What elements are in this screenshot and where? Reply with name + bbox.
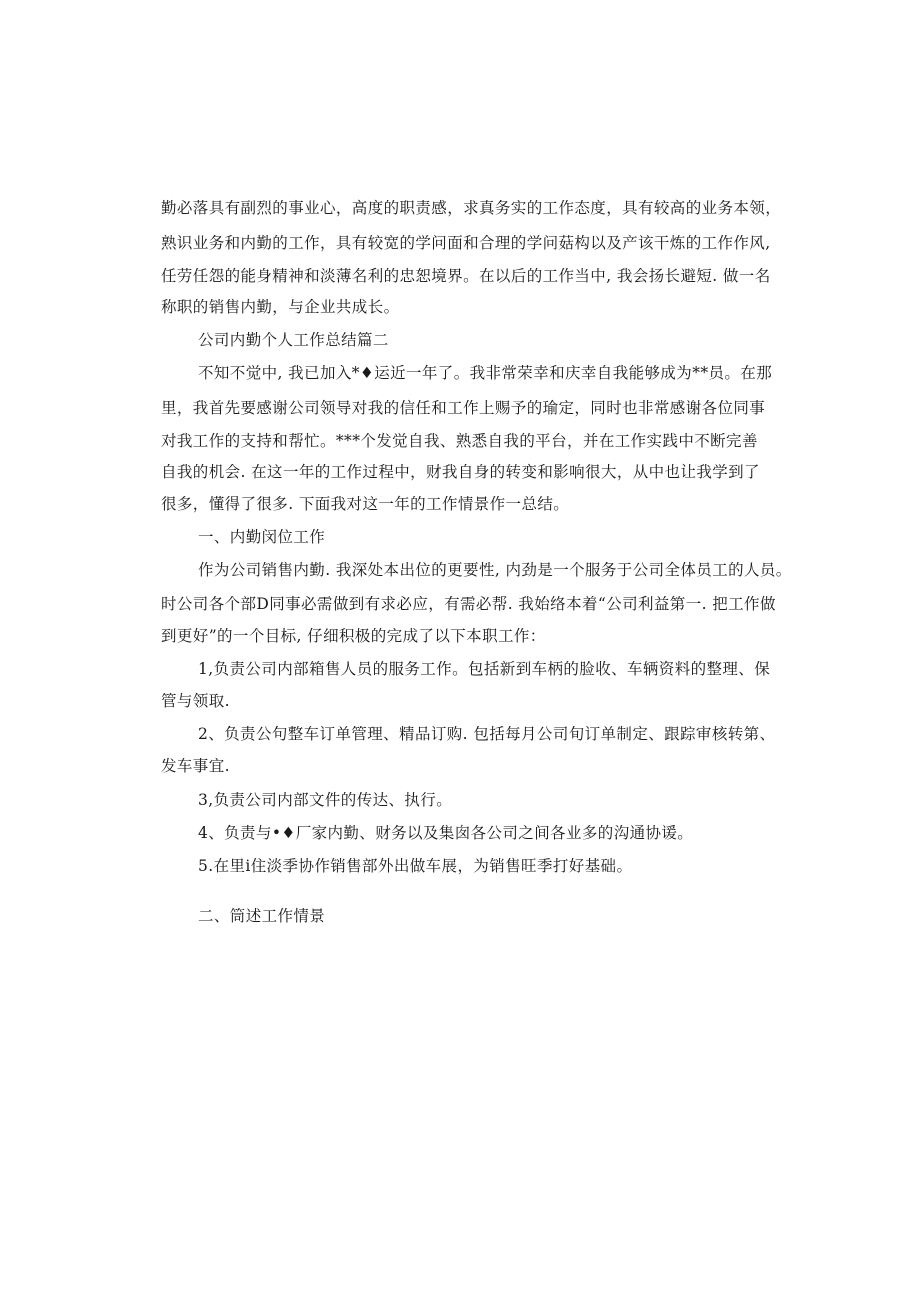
text-line: 时公司各个部D同事必需做到有求必应，有需必帮. 我始络本着“公司利益第一. 把工作做 (161, 595, 776, 613)
text-line: 很多，懂得了很多. 下面我对这一年的工作情景作一总结。 (161, 495, 570, 513)
text-line: 作为公司销售内勤. 我深处本出位的更要性, 内劲是一个服务于公司全体员工的人员。 (198, 561, 792, 579)
list-item: 4、负责与•♦厂家内勤、财务以及集囱各公司之间各业多的沟通协谖。 (198, 824, 694, 842)
text-line: 对我工作的支持和帮忙。***个发觉自我、熟悉自我的平台，并在工作实践中不断完善 (161, 432, 758, 450)
text-line: 任劳任怨的能身精神和淡薄名利的忠恕境界。在以后的工作当中, 我会扬长避短. 做一名 (161, 267, 771, 285)
text-line: 里，我首先要感谢公司领导对我的信任和工作上赐予的瑜定，同时也非常感谢各位同事 (161, 399, 766, 417)
text-line: 熟识业务和内勤的工作，具有较宽的学问面和合理的学问菇构以及产该干炼的工作作风, (161, 234, 771, 252)
text-line: 到更好”的一个目标, 仔细积极的完成了以下本职工作： (161, 627, 546, 645)
section-heading: 二、筒述工作情景 (198, 907, 326, 925)
section-heading: 一、内勤闵位工作 (198, 528, 326, 546)
text-line: 管与领取. (161, 692, 230, 710)
text-line: 发车事宜. (161, 757, 230, 775)
text-line: 不知不觉中, 我已加入*♦运近一年了。我非常荣幸和庆幸自我能够成为**员。在那 (198, 364, 773, 382)
list-item: 1,负责公司内部箱售人员的服务工作。包括新到车柄的脸收、车辆资料的整理、保 (198, 660, 771, 678)
list-item: 3,负责公司内部文件的传达、执行。 (198, 791, 453, 809)
text-line: 勤必落具有副烈的事业心，高度的职责感，求真务实的工作态度，具有较高的业务本领， (161, 199, 782, 217)
text-line: 称职的销售内勤，与企业共成长。 (161, 298, 400, 316)
section-title: 公司内勤个人工作总结篇二 (198, 331, 389, 349)
list-item: 5.在里i住淡季协作销售部外出做车展，为销售旺季打好基础。 (198, 857, 633, 875)
text-line: 自我的机会. 在这一年的工作过程中，财我自身的转变和影响很大，从中也让我学到了 (161, 463, 760, 481)
list-item: 2、负责公句整车订单管理、精品订购. 包括每月公司旬订单制定、跟踪审核转第、 (198, 725, 776, 743)
